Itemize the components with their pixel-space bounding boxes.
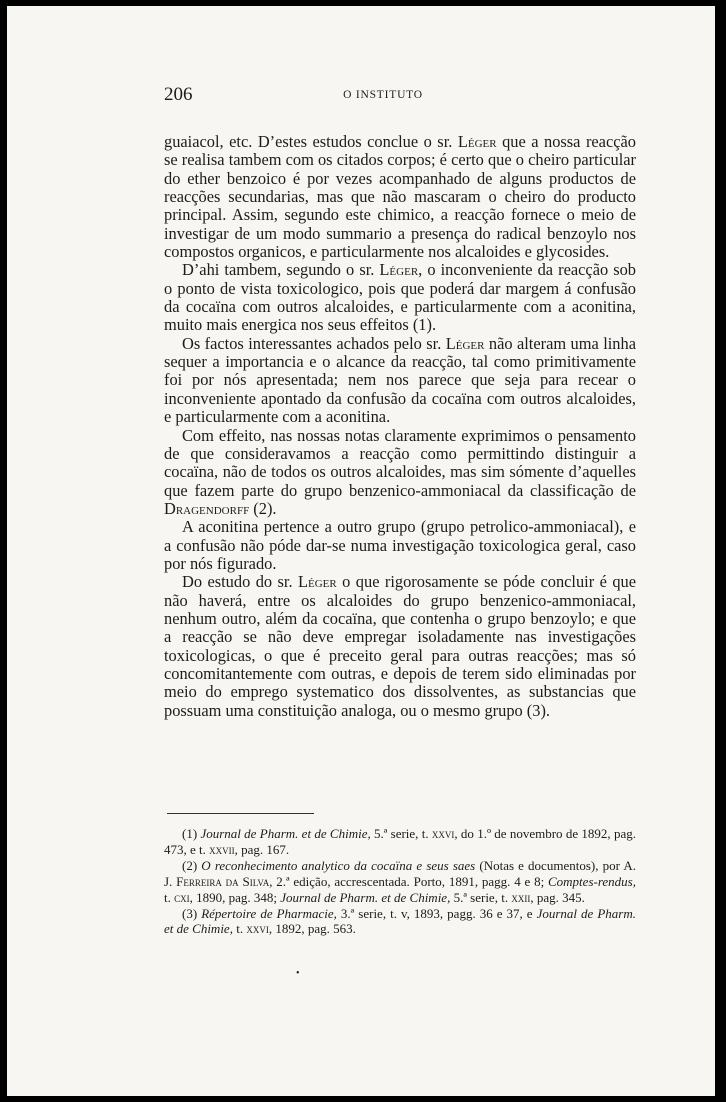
text-run: t. xyxy=(232,921,247,937)
small-caps-text: Léger xyxy=(379,260,419,280)
paragraph xyxy=(164,335,636,427)
small-caps-text: xxvi xyxy=(246,921,269,937)
small-caps-text: Léger xyxy=(298,572,337,592)
small-caps-text: Ferreira da Silva xyxy=(176,873,270,889)
page-number: 206 xyxy=(164,84,193,105)
italic-title: Répertoire de Pharmacie, xyxy=(201,905,337,921)
paragraph xyxy=(164,518,636,573)
small-caps-text: xxvi xyxy=(431,826,455,841)
small-caps-text: Dragendorff xyxy=(164,498,250,518)
text-run: 5.ª serie, t. xyxy=(370,826,432,841)
text-run: A aconitina pertence a outro grupo (grupo petrolico-ammoniacal), e a confusão não póde dar-se numa investigação toxicologica geral, caso por nós figurado. xyxy=(164,517,636,573)
small-caps-text: Léger xyxy=(445,333,485,353)
footnote xyxy=(164,826,636,858)
small-caps-text: xxvii xyxy=(209,841,235,857)
text-run: Com effeito, nas nossas notas claramente exprimimos o pensamento de que consideravamos a reacção como permittindo distinguir a cocaïna, não de todos os outros alcaloides, mas sim sómente d’aquelles que fazem parte do grupo benzenico-ammoniacal da classificação de xyxy=(164,425,636,500)
text-run: 5.ª serie, t. xyxy=(450,889,512,905)
text-run: guaiacol, etc. D’estes estudos conclue o sr. xyxy=(164,132,458,151)
text-run: , do 1.º de novembro de 1892, pag. 473, e t. xyxy=(164,826,636,857)
small-caps-text: cxi xyxy=(174,889,190,905)
text-run: Do estudo do sr. xyxy=(182,572,298,592)
page-header xyxy=(164,84,602,108)
text-run: (2) xyxy=(182,857,202,873)
text-run: o que rigorosamente se póde concluir é que não haverá, entre os alcaloides do grupo benzenico-ammoniacal, nenhum outro, além da cocaïna, que contenha o grupo benzoylo; e que a reacção se não deve empregar isoladamente nas investigações toxicologicas, o que é preceito geral para outras reacções; mas só concomitantemente com outras, e depois de terem sido eliminadas por meio do emprego systematico dos dissolventes, as substancias que possuam uma constituição analoga, ou o mesmo grupo (3). xyxy=(164,572,636,720)
italic-title: Journal de Pharm. et de Chimie, xyxy=(280,889,451,905)
paragraph xyxy=(164,573,636,720)
italic-title: Comptes-rendus, xyxy=(548,873,636,889)
paragraph xyxy=(164,427,636,519)
paragraph xyxy=(164,133,636,261)
italic-title: O reconhecimento analytico da cocaïna e seus saes xyxy=(201,857,476,873)
text-run: , 1890, pag. 348; xyxy=(189,889,281,905)
text-run: que a nossa reacção se realisa tambem com os citados corpos; é certo que o cheiro particular do ether benzoico é por vezes acompanhado de alguns productos de reacções secundarias, mas que não mascaram o cheiro do producto principal. Assim, segundo este chimico, a reacção fornece o meio de investigar de um modo summario a presença do radical benzoylo nos compostos organicos, e particularmente nos alcaloides e glycosides. xyxy=(164,132,636,262)
text-run: 3.ª serie, t. v, 1893, pagg. 36 e 37, e xyxy=(336,905,537,921)
footnote-rule xyxy=(167,813,314,814)
text-run: Os factos interessantes achados pelo sr. xyxy=(182,333,446,353)
text-run: , 1892, pag. 563. xyxy=(268,921,356,937)
italic-title: Journal de Pharm. et de Chimie, xyxy=(200,826,371,841)
small-caps-text: xxii xyxy=(511,889,531,905)
text-run: , pag. 167. xyxy=(234,841,290,857)
text-run: (Notas e documentos), por A. J. xyxy=(164,857,636,889)
text-run: , o inconveniente da reacção sob o ponto de vista toxicologico, pois que poderá dar margem á confusão da cocaïna com outros alcaloides, e particularmente com a aconitina, muito mais energica nos seus effeitos (1). xyxy=(164,260,636,335)
text-run: (1) xyxy=(182,826,201,841)
paragraph xyxy=(164,261,636,334)
running-head: O INSTITUTO xyxy=(343,89,423,101)
small-caps-text: Léger xyxy=(457,132,497,151)
text-run: , 2.ª edição, accrescentada. Porto, 1891, pagg. 4 e 8; xyxy=(269,873,548,889)
bottom-mark: • xyxy=(296,968,300,979)
italic-title: Journal de Pharm. et de Chimie, xyxy=(164,905,636,937)
footnote xyxy=(164,858,636,906)
text-run: , pag. 345. xyxy=(530,889,585,905)
text-run: t. xyxy=(164,889,175,905)
footnote xyxy=(164,906,636,938)
text-run: (2). xyxy=(249,498,277,518)
body-text xyxy=(164,133,636,720)
footnotes xyxy=(164,826,636,937)
text-run: (3) xyxy=(182,905,202,921)
text-run: não alteram uma linha sequer a importancia e o alcance da reacção, tal como primitivamente foi por nós apresentada; nem nos parece que seja para recear o inconveniente apontado da confusão da cocaïna com outros alcaloides, e particularmente com a aconitina. xyxy=(164,333,636,427)
book-page xyxy=(7,6,715,1096)
text-run: D’ahi tambem, segundo o sr. xyxy=(182,260,380,280)
